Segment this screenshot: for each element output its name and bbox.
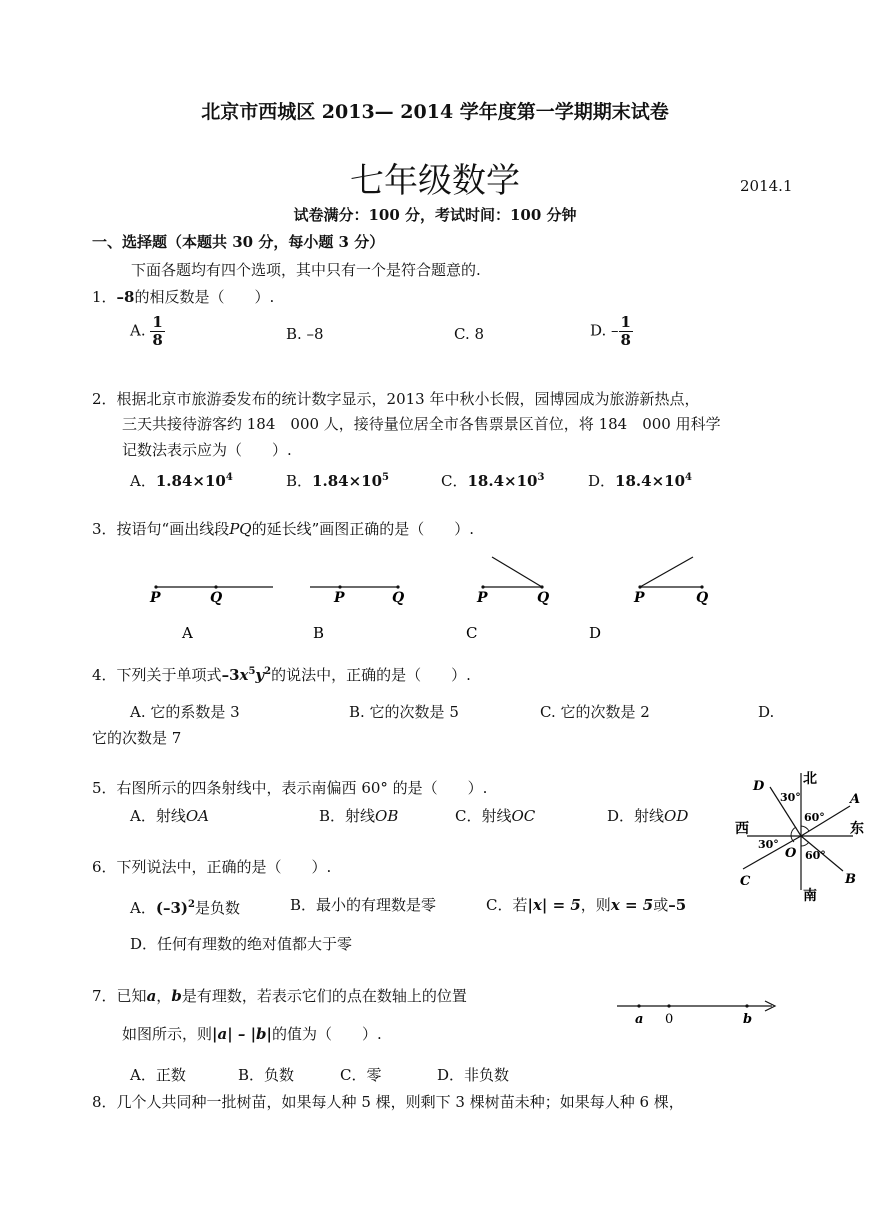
q1-option-d[interactable]: D. – $\frac{1}{8}$: [590, 313, 631, 349]
question-2-line-2: 三天共接待游客约 184 000 人，接待量位居全市各售票景区首位，将 184 000 用科学: [122, 415, 721, 433]
label-b: B: [845, 872, 856, 887]
point-q: [214, 585, 217, 588]
question-1: 1．–8的相反数是（ ）.: [92, 288, 275, 306]
question-6: 6．下列说法中，正确的是（ ）.: [92, 858, 332, 876]
q1-option-a[interactable]: A. $\frac{1}{8}$: [130, 313, 163, 349]
angle-30-top: 30°: [780, 791, 801, 804]
q4-option-a[interactable]: A. 它的系数是 3: [130, 703, 240, 721]
angle-60-bottom: 60°: [805, 849, 826, 862]
point-b: [745, 1004, 748, 1007]
point-p: [338, 585, 341, 588]
q5-option-d[interactable]: D．射线OD: [607, 807, 689, 825]
label-p: P: [150, 590, 161, 606]
exam-title: 北京市西城区 2013— 2014 学年度第一学期期末试卷: [201, 101, 669, 123]
angle-arc: [801, 842, 809, 846]
q4-option-d[interactable]: D.: [758, 703, 775, 721]
point-p: [481, 585, 484, 588]
exam-date: 2014.1: [740, 177, 793, 195]
q2-option-c[interactable]: C．$18.4\times 10^3$: [441, 472, 545, 490]
figure-label: A: [182, 624, 193, 642]
q7-option-a[interactable]: A．正数: [130, 1066, 186, 1084]
label-c: C: [740, 874, 751, 889]
point-q: [540, 585, 543, 588]
label-q: Q: [696, 590, 709, 606]
label-a: A: [850, 792, 861, 807]
question-4: 4．下列关于单项式$-3x^5y^2$的说法中，正确的是（ ）.: [92, 666, 471, 684]
q4-option-c[interactable]: C. 它的次数是 2: [540, 703, 650, 721]
fraction: $\frac{1}{8}$: [152, 313, 163, 349]
label-zero: 0: [665, 1012, 674, 1027]
point-p: [638, 585, 641, 588]
question-3: 3．按语句“画出线段PQ的延长线”画图正确的是（ ）.: [92, 520, 475, 538]
q4-option-b[interactable]: B. 它的次数是 5: [349, 703, 459, 721]
angle-30-bottom: 30°: [758, 838, 779, 851]
angle-arc: [801, 826, 809, 831]
q7-option-b[interactable]: B．负数: [238, 1066, 295, 1084]
label-east: 东: [850, 821, 864, 837]
q3-figures: [140, 550, 730, 650]
q5-option-c[interactable]: C．射线OC: [455, 807, 536, 825]
figure-label: B: [313, 624, 325, 642]
label-p: P: [634, 590, 645, 606]
section-heading: 一、选择题（本题共 30 分，每小题 3 分）: [92, 233, 385, 251]
point-q: [396, 585, 399, 588]
number-line: [612, 993, 787, 1028]
label-q: Q: [210, 590, 223, 606]
q1-option-b[interactable]: B. –8: [286, 325, 324, 343]
point-q: [700, 585, 703, 588]
q6-option-a[interactable]: A．$(-3)^2$是负数: [130, 899, 240, 917]
question-5: 5．右图所示的四条射线中，表示南偏西 60° 的是（ ）.: [92, 779, 488, 797]
label-q: Q: [392, 590, 405, 606]
figure-label: D: [589, 624, 602, 642]
q5-option-b[interactable]: B．射线OB: [319, 807, 399, 825]
compass-figure: [725, 765, 870, 915]
label-d: D: [753, 779, 765, 794]
point-zero: [667, 1004, 670, 1007]
figure-d[interactable]: [589, 557, 708, 642]
ray-line: [640, 557, 693, 587]
q4-option-d-continued: 它的次数是 7: [92, 729, 182, 747]
q1-option-c[interactable]: C. 8: [454, 325, 485, 343]
label-a: a: [635, 1012, 644, 1027]
question-7-line-1: 7．已知a，b是有理数，若表示它们的点在数轴上的位置: [92, 987, 467, 1005]
figure-a[interactable]: [149, 585, 273, 642]
q2-option-d[interactable]: D．$18.4\times 10^4$: [588, 472, 692, 490]
q6-option-c[interactable]: C．若|x| = 5，则x = 5或–5: [486, 896, 687, 914]
label-b: b: [743, 1012, 753, 1027]
question-8: 8．几个人共同种一批树苗，如果每人种 5 棵，则剩下 3 棵树苗未种；如果每人种 6 棵，: [92, 1093, 684, 1111]
q6-option-b[interactable]: B．最小的有理数是零: [290, 896, 437, 914]
question-2-line-1: 2．根据北京市旅游委发布的统计数字显示，2013 年中秋小长假，园博园成为旅游新热点，: [92, 390, 700, 408]
subject-title: 七年级数学: [350, 161, 520, 201]
q7-option-c[interactable]: C．零: [340, 1066, 382, 1084]
q7-option-d[interactable]: D．非负数: [437, 1066, 510, 1084]
point-p: [154, 585, 157, 588]
q2-option-b[interactable]: B．$1.84\times 10^5$: [286, 472, 389, 490]
figure-c[interactable]: [466, 557, 549, 642]
label-north: 北: [803, 771, 817, 787]
exam-info: 试卷满分：100 分，考试时间：100 分钟: [293, 206, 577, 224]
angle-arc: [791, 827, 796, 836]
ray-line: [492, 557, 542, 587]
section-instruction: 下面各题均有四个选项，其中只有一个是符合题意的.: [131, 261, 481, 279]
q2-option-a[interactable]: A．$1.84\times 10^4$: [130, 472, 233, 490]
label-west: 西: [735, 821, 749, 837]
point-a: [637, 1004, 640, 1007]
question-7-line-2: 如图所示，则|a| – |b|的值为（ ）.: [122, 1025, 382, 1043]
label-o: O: [785, 846, 797, 861]
label-south: 南: [803, 888, 817, 904]
figure-b[interactable]: [310, 585, 404, 642]
label-p: P: [477, 590, 488, 606]
figure-label: C: [466, 624, 478, 642]
fraction: $\frac{1}{8}$: [620, 313, 631, 349]
label-q: Q: [537, 590, 550, 606]
angle-60-top: 60°: [804, 811, 825, 824]
q6-option-d[interactable]: D．任何有理数的绝对值都大于零: [130, 935, 353, 953]
q5-option-a[interactable]: A．射线OA: [130, 807, 209, 825]
question-2-line-3: 记数法表示应为（ ）.: [122, 441, 292, 459]
label-p: P: [334, 590, 345, 606]
